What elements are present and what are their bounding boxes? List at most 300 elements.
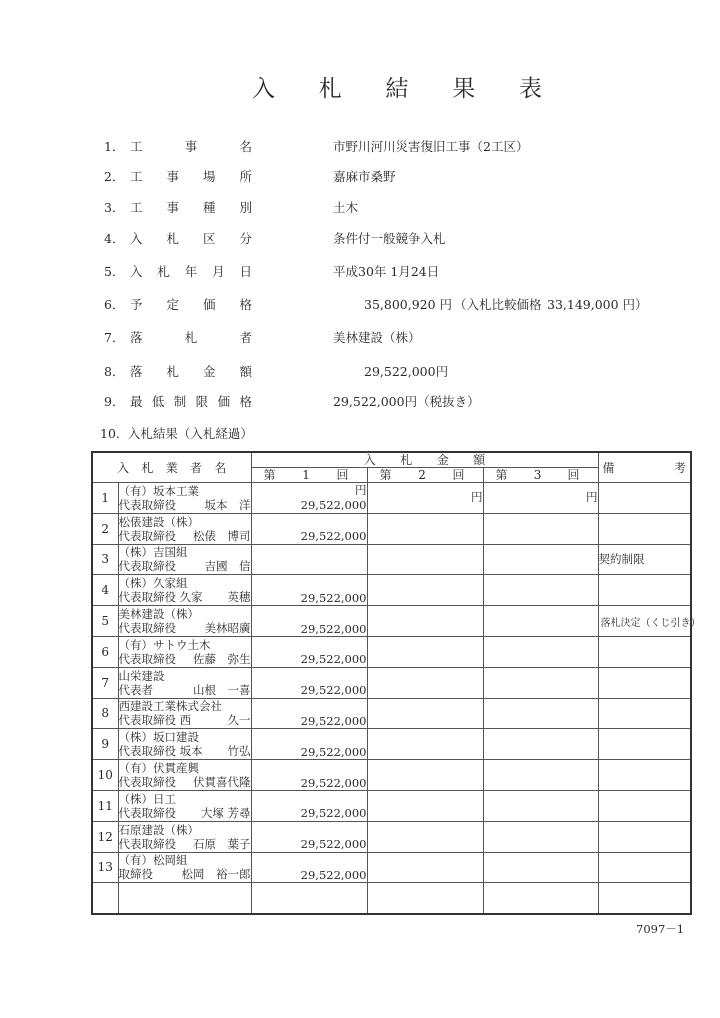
table-row — [92, 483, 691, 514]
yen-unit: 円 — [471, 490, 483, 505]
info-label — [130, 295, 252, 313]
yen-unit — [368, 521, 483, 535]
bid-amount-round-1 — [251, 729, 367, 760]
row-number: 2 — [92, 513, 118, 544]
info-label — [130, 328, 252, 346]
bid-amount-value: 29,522,000 — [300, 867, 367, 882]
header-amount-char: 金 — [436, 453, 449, 467]
header-name-char: 札 — [141, 460, 154, 475]
company-name: （有）松岡組 — [118, 853, 188, 868]
bid-amount-value — [368, 535, 483, 536]
bid-amount-value — [484, 689, 598, 690]
representative — [119, 775, 251, 789]
bid-amount-round-2 — [367, 698, 483, 729]
representative-name: 松岡 裕一郎 — [181, 867, 251, 882]
info-row — [104, 391, 480, 411]
info-label-char: 種 — [202, 200, 216, 215]
title-char: 結 — [385, 76, 409, 102]
bid-amount-round-1 — [251, 483, 367, 514]
empty-cell — [92, 883, 118, 914]
round-label-char: 第 — [379, 468, 392, 482]
yen-unit — [368, 860, 483, 874]
info-number: 8． — [104, 364, 125, 379]
info-label-char: 工 — [130, 169, 143, 184]
info-label-char: 札 — [157, 264, 170, 279]
info-label-char: 年 — [184, 264, 198, 279]
representative-title: 代表取締役 — [118, 836, 176, 851]
bidder-cell — [118, 729, 251, 760]
info-label-char: 区 — [202, 231, 216, 246]
info-number: 3． — [104, 200, 125, 215]
remark — [598, 821, 691, 852]
representative — [119, 621, 251, 635]
info-row — [104, 327, 421, 347]
info-label-char: 別 — [239, 200, 252, 215]
row-number: 10 — [92, 760, 118, 791]
header-amount-char: 額 — [473, 453, 486, 467]
info-row — [104, 361, 449, 381]
representative — [119, 867, 251, 881]
bid-amount-round-2 — [367, 760, 483, 791]
yen-unit — [252, 637, 367, 651]
representative-name: 坂本 洋 — [204, 497, 251, 512]
bid-amount-value — [368, 843, 483, 844]
yen-unit — [484, 521, 598, 535]
bidder-cell — [118, 575, 251, 606]
yen-unit — [252, 514, 367, 528]
info-label-char: 価 — [202, 297, 216, 312]
header-remarks-char: 考 — [674, 460, 687, 475]
info-row — [104, 197, 359, 217]
bid-amount-value — [484, 720, 598, 721]
info-row — [104, 166, 396, 186]
info-label-char: 制 — [173, 394, 187, 409]
bid-amount-value — [484, 566, 598, 567]
representative-title: 代表取締役 — [118, 775, 176, 790]
bid-amount-value — [484, 751, 598, 752]
remark: 落札決定（くじ引き） — [598, 606, 691, 637]
table-row — [92, 729, 691, 760]
bid-amount-round-2 — [367, 821, 483, 852]
remark — [598, 698, 691, 729]
row-number: 3 — [92, 544, 118, 575]
bid-amount-round-3 — [483, 852, 598, 883]
yen-unit — [252, 699, 367, 713]
row-number: 8 — [92, 698, 118, 729]
table-row — [92, 575, 691, 606]
bid-amount-round-1 — [251, 513, 367, 544]
yen-unit — [252, 822, 367, 836]
row-number: 6 — [92, 636, 118, 667]
info-label-char: 名 — [239, 139, 252, 154]
bid-amount-value — [368, 504, 483, 505]
bid-amount-value: 29,522,000 — [300, 744, 367, 759]
header-round-1 — [251, 468, 367, 483]
yen-unit — [484, 552, 598, 566]
info-value: 嘉麻市桑野 — [333, 169, 396, 184]
info-label-char: 札 — [184, 330, 198, 345]
representative — [119, 744, 251, 758]
bid-amount-round-1 — [251, 575, 367, 606]
representative-title: 代表取締役 — [118, 528, 176, 543]
yen-unit — [252, 791, 367, 805]
round-label-char: 第 — [263, 468, 276, 482]
representative-name: 佐藤 弥生 — [193, 651, 251, 666]
bid-amount-value — [484, 812, 598, 813]
yen-unit — [368, 583, 483, 597]
bid-amount-value: 29,522,000 — [300, 590, 367, 605]
info-value-compare-amount: 33,149,000 円） — [547, 297, 648, 312]
row-number: 4 — [92, 575, 118, 606]
header-amount-char: 入 — [363, 453, 376, 467]
bid-amount-value — [368, 812, 483, 813]
representative — [119, 559, 251, 573]
info-value: 美林建設（株） — [333, 330, 421, 345]
info-label-char: 事 — [166, 169, 179, 184]
header-name-char: 業 — [165, 460, 178, 475]
info-value-compare-label: （入札比較価格 — [454, 297, 542, 312]
bid-amount-value: 29,522,000 — [300, 775, 367, 790]
row-number: 1 — [92, 483, 118, 514]
yen-unit — [252, 607, 367, 621]
yen-unit — [252, 761, 367, 775]
yen-unit — [252, 552, 367, 566]
info-label-char: 事 — [184, 139, 198, 154]
info-row — [104, 294, 648, 314]
info-label-char: 価 — [217, 394, 231, 409]
table-row — [92, 760, 691, 791]
section-10-number: 10. — [100, 426, 120, 441]
bid-amount-round-3 — [483, 760, 598, 791]
bid-amount-value — [484, 628, 598, 629]
yen-unit — [484, 860, 598, 874]
table-row — [92, 544, 691, 575]
representative-name: 吉國 信 — [204, 559, 251, 574]
info-number: 5． — [104, 264, 125, 279]
bid-amount-value: 29,522,000 — [300, 621, 367, 636]
bid-amount-round-1 — [251, 698, 367, 729]
representative-title: 代表取締役 — [118, 805, 176, 820]
info-label-char: 予 — [130, 297, 143, 312]
remark — [598, 513, 691, 544]
info-label-char: 金 — [202, 364, 216, 379]
bid-amount-round-3 — [483, 636, 598, 667]
bid-amount-value: 29,522,000 — [300, 837, 367, 852]
yen-unit — [368, 552, 483, 566]
bid-amount-round-1 — [251, 606, 367, 637]
representative-name: 山根 一喜 — [193, 682, 251, 697]
company-name: （株）坂口建設 — [118, 730, 199, 745]
info-label — [130, 137, 252, 155]
table-row — [92, 790, 691, 821]
info-label — [130, 392, 252, 410]
info-label-char: 札 — [166, 364, 179, 379]
representative-name: 英穂 — [227, 590, 251, 605]
round-label-char: 回 — [336, 468, 349, 482]
section-10-label: 入札結果（入札経過） — [127, 426, 253, 441]
info-label-char: 落 — [130, 364, 143, 379]
table-row — [92, 513, 691, 544]
representative — [119, 529, 251, 543]
info-number: 2． — [104, 169, 125, 184]
round-label-char: 3 — [533, 468, 542, 482]
bid-amount-value — [484, 504, 598, 505]
representative-name: 久一 — [227, 713, 251, 728]
bidder-cell — [118, 483, 251, 514]
bid-amount-value — [368, 874, 483, 875]
company-name: （有）伏貫産興 — [118, 761, 199, 776]
yen-unit: 円 — [586, 490, 598, 505]
bid-amount-value — [368, 628, 483, 629]
round-label-char: 回 — [452, 468, 465, 482]
info-number: 9． — [104, 394, 125, 409]
yen-unit — [484, 706, 598, 720]
title-char: 札 — [318, 76, 342, 102]
bid-results-table — [91, 451, 701, 915]
company-name: 美林建設（株） — [118, 607, 199, 622]
bid-amount-value — [368, 782, 483, 783]
representative-title: 代表取締役 西 — [118, 713, 192, 728]
round-label-char: 第 — [495, 468, 508, 482]
yen-unit — [484, 675, 598, 689]
bid-amount-round-3 — [483, 544, 598, 575]
bid-amount-round-2 — [367, 575, 483, 606]
bid-amount-round-2 — [367, 667, 483, 698]
info-label-char: 工 — [130, 139, 143, 154]
bidder-cell — [118, 606, 251, 637]
info-value: 土木 — [333, 200, 359, 215]
info-number: 4． — [104, 231, 125, 246]
header-name-char: 入 — [117, 460, 130, 475]
yen-unit — [484, 798, 598, 812]
title-char: 表 — [519, 76, 542, 102]
representative-title: 代表取締役 — [118, 621, 176, 636]
bid-amount-value — [484, 843, 598, 844]
header-bidder-name — [92, 452, 251, 483]
bidder-cell — [118, 667, 251, 698]
info-row — [104, 136, 529, 156]
info-label-char: 低 — [151, 394, 165, 409]
representative-name: 竹弘 — [227, 744, 251, 759]
remark — [598, 575, 691, 606]
empty-cell — [251, 883, 367, 914]
yen-unit — [484, 583, 598, 597]
info-value: 市野川河川災害復旧工事（2工区） — [333, 139, 529, 154]
bid-amount-round-3 — [483, 667, 598, 698]
info-value: 条件付一般競争入札 — [333, 231, 446, 246]
yen-unit — [368, 768, 483, 782]
info-label-char: 入 — [130, 231, 143, 246]
yen-unit — [484, 644, 598, 658]
bid-amount-value: 29,522,000 — [300, 652, 367, 667]
info-label-char: 者 — [239, 330, 252, 345]
representative — [119, 806, 251, 820]
representative-title: 代表取締役 坂本 — [118, 744, 203, 759]
document-title — [252, 70, 542, 103]
info-label-char: 分 — [239, 231, 252, 246]
yen-unit — [368, 737, 483, 751]
bid-amount-value — [368, 720, 483, 721]
bid-amount-value — [252, 566, 367, 567]
bid-amount-round-2 — [367, 513, 483, 544]
yen-unit — [368, 706, 483, 720]
bid-amount-round-3 — [483, 698, 598, 729]
bid-amount-round-1 — [251, 790, 367, 821]
bid-amount-value — [484, 597, 598, 598]
representative-title: 代表取締役 久家 — [118, 590, 203, 605]
info-value: 29,522,000円 — [364, 364, 449, 379]
bid-amount-round-3 — [483, 790, 598, 821]
table-row — [92, 852, 691, 883]
bidder-cell — [118, 698, 251, 729]
bid-amount-value — [484, 535, 598, 536]
bid-amount-value — [368, 566, 483, 567]
bid-amount-round-2 — [367, 606, 483, 637]
representative — [119, 652, 251, 666]
company-name: （有）サトウ土木 — [118, 637, 211, 652]
info-number: 1． — [104, 139, 125, 154]
company-name: 石原建設（株） — [118, 822, 199, 837]
bidder-cell — [118, 852, 251, 883]
bid-amount-value — [484, 874, 598, 875]
info-label-char: 月 — [212, 264, 225, 279]
yen-unit — [368, 798, 483, 812]
bid-amount-round-2 — [367, 483, 483, 514]
representative-title: 代表取締役 — [118, 559, 176, 574]
bid-amount-round-3 — [483, 729, 598, 760]
company-name: （株）吉国組 — [118, 545, 188, 560]
representative-name: 松俵 博司 — [193, 528, 251, 543]
yen-unit — [368, 675, 483, 689]
title-char: 入 — [252, 76, 275, 102]
info-label-char: 日 — [239, 264, 252, 279]
info-label-char: 所 — [239, 169, 252, 184]
yen-unit — [252, 668, 367, 682]
yen-unit — [484, 768, 598, 782]
yen-unit — [484, 614, 598, 628]
bid-amount-round-3 — [483, 575, 598, 606]
representative-title: 取締役 — [118, 867, 153, 882]
yen-unit — [252, 730, 367, 744]
info-label — [130, 262, 252, 280]
info-label-char: 場 — [202, 169, 216, 184]
header-name-char: 者 — [190, 460, 203, 475]
bidder-cell — [118, 821, 251, 852]
title-char: 果 — [452, 76, 476, 102]
yen-unit — [484, 737, 598, 751]
yen-unit — [252, 576, 367, 590]
empty-cell — [367, 883, 483, 914]
info-label — [130, 229, 252, 247]
remark — [598, 790, 691, 821]
info-label-char: 格 — [239, 394, 252, 409]
bid-amount-round-3 — [483, 606, 598, 637]
table-row — [92, 636, 691, 667]
table-row — [92, 667, 691, 698]
bidder-cell — [118, 513, 251, 544]
header-amount-char: 札 — [400, 453, 413, 467]
bid-amount-value: 29,522,000 — [300, 713, 367, 728]
round-label-char: 2 — [418, 468, 426, 482]
bid-amount-round-1 — [251, 760, 367, 791]
bid-amount-round-1 — [251, 821, 367, 852]
remark — [598, 729, 691, 760]
info-label-char: 入 — [130, 264, 143, 279]
row-number: 9 — [92, 729, 118, 760]
bid-amount-round-1 — [251, 544, 367, 575]
row-number: 11 — [92, 790, 118, 821]
company-name: （有）坂本工業 — [118, 483, 199, 498]
info-label-char: 札 — [166, 231, 179, 246]
bid-amount-round-1 — [251, 667, 367, 698]
bidder-cell — [118, 636, 251, 667]
round-label-char: 1 — [302, 468, 310, 482]
info-number: 7． — [104, 330, 125, 345]
info-label-char: 工 — [130, 200, 143, 215]
info-label-char: 限 — [195, 394, 209, 409]
company-name: 山栄建設 — [118, 668, 165, 683]
bid-amount-round-1 — [251, 636, 367, 667]
bid-amount-round-3 — [483, 821, 598, 852]
row-number: 13 — [92, 852, 118, 883]
company-name: （株）日工 — [118, 791, 176, 806]
remark — [598, 483, 691, 514]
yen-unit — [484, 829, 598, 843]
remark — [598, 667, 691, 698]
representative-name: 大塚 芳尋 — [200, 805, 251, 820]
bid-amount-round-3 — [483, 483, 598, 514]
info-row — [104, 228, 446, 248]
round-label-char: 回 — [567, 468, 580, 482]
representative — [119, 837, 251, 851]
info-label-char: 事 — [166, 200, 179, 215]
representative-title: 代表者 — [118, 682, 153, 697]
bidder-cell — [118, 544, 251, 575]
table-row-empty — [92, 883, 691, 914]
info-row — [104, 261, 440, 281]
row-number: 5 — [92, 606, 118, 637]
representative — [119, 683, 251, 697]
remark: 契約制限 — [598, 544, 691, 575]
info-label — [130, 362, 252, 380]
representative — [119, 713, 251, 727]
info-label — [130, 167, 252, 185]
header-name-char: 名 — [214, 460, 227, 475]
bid-amount-round-1 — [251, 852, 367, 883]
representative-name: 伏貫喜代隆 — [193, 775, 251, 790]
company-name: （株）久家組 — [118, 576, 188, 591]
bid-amount-value: 29,522,000 — [300, 529, 367, 544]
info-value: 35,800,920 円 — [364, 297, 453, 312]
header-remarks — [598, 452, 691, 483]
info-value: 平成30年 1月24日 — [333, 264, 440, 279]
table-row — [92, 606, 691, 637]
info-label-char: 格 — [239, 297, 252, 312]
info-label-char: 最 — [130, 394, 143, 409]
company-name: 松俵建設（株） — [118, 514, 199, 529]
yen-unit — [368, 644, 483, 658]
remark — [598, 760, 691, 791]
header-round-2 — [367, 468, 483, 483]
section-10-heading — [100, 424, 253, 442]
header-round-3 — [483, 468, 598, 483]
bid-amount-round-3 — [483, 513, 598, 544]
bid-amount-value — [368, 597, 483, 598]
representative-title: 代表取締役 — [118, 651, 176, 666]
header-bid-amount — [251, 452, 598, 468]
representative-name: 石原 葉子 — [193, 836, 251, 851]
bid-amount-round-2 — [367, 852, 483, 883]
